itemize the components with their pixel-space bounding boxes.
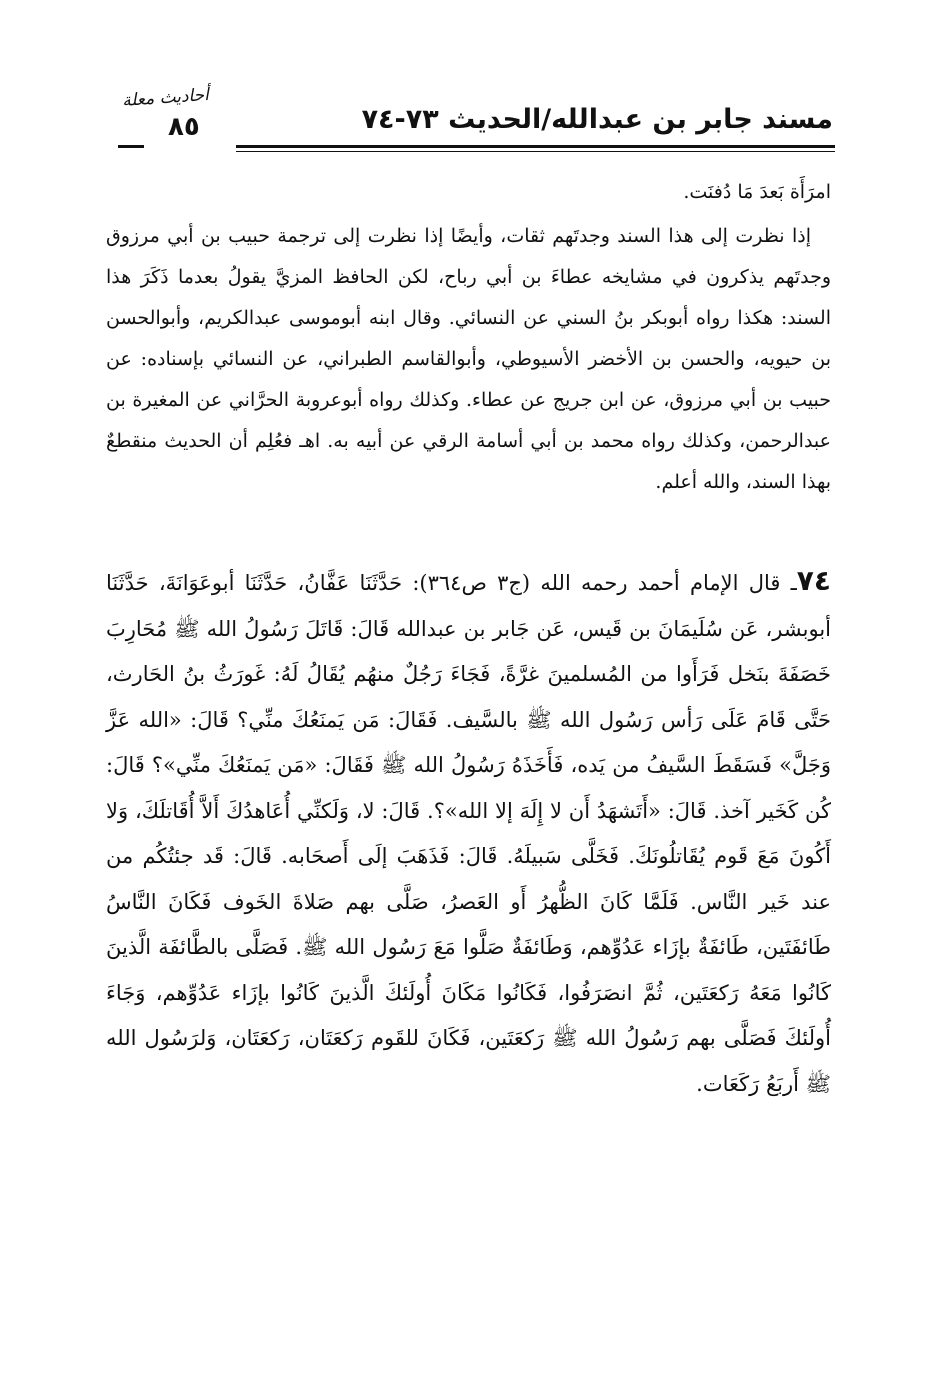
page-number-underline [118, 145, 144, 148]
header-rule [236, 145, 835, 148]
handwritten-annotation: أحاديث معلة [121, 84, 210, 112]
hadith-74-paragraph [106, 558, 831, 1107]
hadith-number: ٧٤ [796, 564, 831, 597]
page-number: ٨٥ [168, 112, 200, 142]
hadith-74-text: ـ قال الإمام أحمد رحمه الله (ج٣ ص٣٦٤): حَدَّثَنَا عَفَّانُ، حَدَّثَنَا أبوعَوَانَةَ، حَدَّثَنَا أبوبشر، عَن سُلَيمَانَ بن قَيس، عَن جَابر بن عبدالله قَالَ: قَاتَلَ رَسُولُ الله ﷺ مُحَارِبَ خَصَفَةَ بنَخل فَرَأَوا من المُسلمينَ غرَّةً، فَجَاءَ رَجُلٌ منهُم يُقَالُ لَهُ: غَورَثُ بنُ الحَارث، حَتَّى قَامَ عَلَى رَأس رَسُول الله ﷺ بالسَّيف. فَقَالَ: مَن يَمنَعُكَ منِّي؟ قَالَ: «الله عَزَّ وَجَلَّ» فَسَقَطَ السَّيفُ من يَده، فَأَخَذَهُ رَسُولُ الله ﷺ فَقَالَ: «مَن يَمنَعُكَ منِّي»؟ قَالَ: كُن كَخَير آخذ. قَالَ: «أَتَشهَدُ أَن لا إِلَهَ إلا الله»؟. قَالَ: لا، وَلَكنِّي أُعَاهدُكَ أَلاَّ أُقَاتلَكَ، وَلا أَكُونَ مَعَ قَوم يُقَاتلُونَكَ. فَخَلَّى سَبيلَهُ. قَالَ: فَذَهَبَ إلَى أَصحَابه. قَالَ: قَد جئتُكُم من عند خَير النَّاس. فَلَمَّا كَانَ الظُّهرُ أَو العَصرُ، صَلَّى بهم صَلاةَ الخَوف فَكَانَ النَّاسُ طَائفَتَين، طَائفَةٌ بإزَاء عَدُوِّهم، وَطَائفَةٌ صَلَّوا مَعَ رَسُول الله ﷺ. فَصَلَّى بالطَّائفَة الَّذينَ كَانُوا مَعَهُ رَكعَتَين، ثُمَّ انصَرَفُوا، فَكَانُوا مَكَانَ أُولَئكَ الَّذينَ كَانُوا بإزَاء عَدُوِّهم، وَجَاءَ أُولَئكَ فَصَلَّى بهم رَسُولُ الله ﷺ رَكعَتَين، فَكَانَ للقَوم رَكعَتَان، رَكعَتَان، وَلرَسُول الله ﷺ أَربَعُ رَكَعَات. [106, 571, 831, 1096]
header-rule-thin [236, 151, 835, 152]
commentary-paragraph: إذا نظرت إلى هذا السند وجدتَهم ثقات، وأيضًا إذا نظرت إلى ترجمة حبيب بن أبي مرزوق وجدتَهم يذكرون في مشايخه عطاءَ بن أبي رباح، لكن الحافظ المزيَّ يقولُ بعدما ذَكَرَ هذا السند: هكذا رواه أبوبكر بنُ السني عن النسائي. وقال ابنه أبوموسى عبدالكريم، وأبوالحسن بن حيويه، والحسن بن الأخضر الأسيوطي، وأبوالقاسم الطبراني، عن النسائي بإسناده: عن حبيب بن أبي مرزوق، عن ابن جريج عن عطاء. وكذلك رواه أبوعروبة الحرَّاني عن المغيرة بن عبدالرحمن، وكذلك رواه محمد بن أبي أسامة الرقي عن أبيه به. اهـ فعُلِم أن الحديث منقطعٌ بهذا السند، والله أعلم. [106, 225, 831, 493]
page-header-title: مسند جابر بن عبدالله/الحديث ٧٣-٧٤ [361, 104, 833, 135]
intro-line: امرَأَة بَعدَ مَا دُفنَت. [683, 181, 831, 203]
